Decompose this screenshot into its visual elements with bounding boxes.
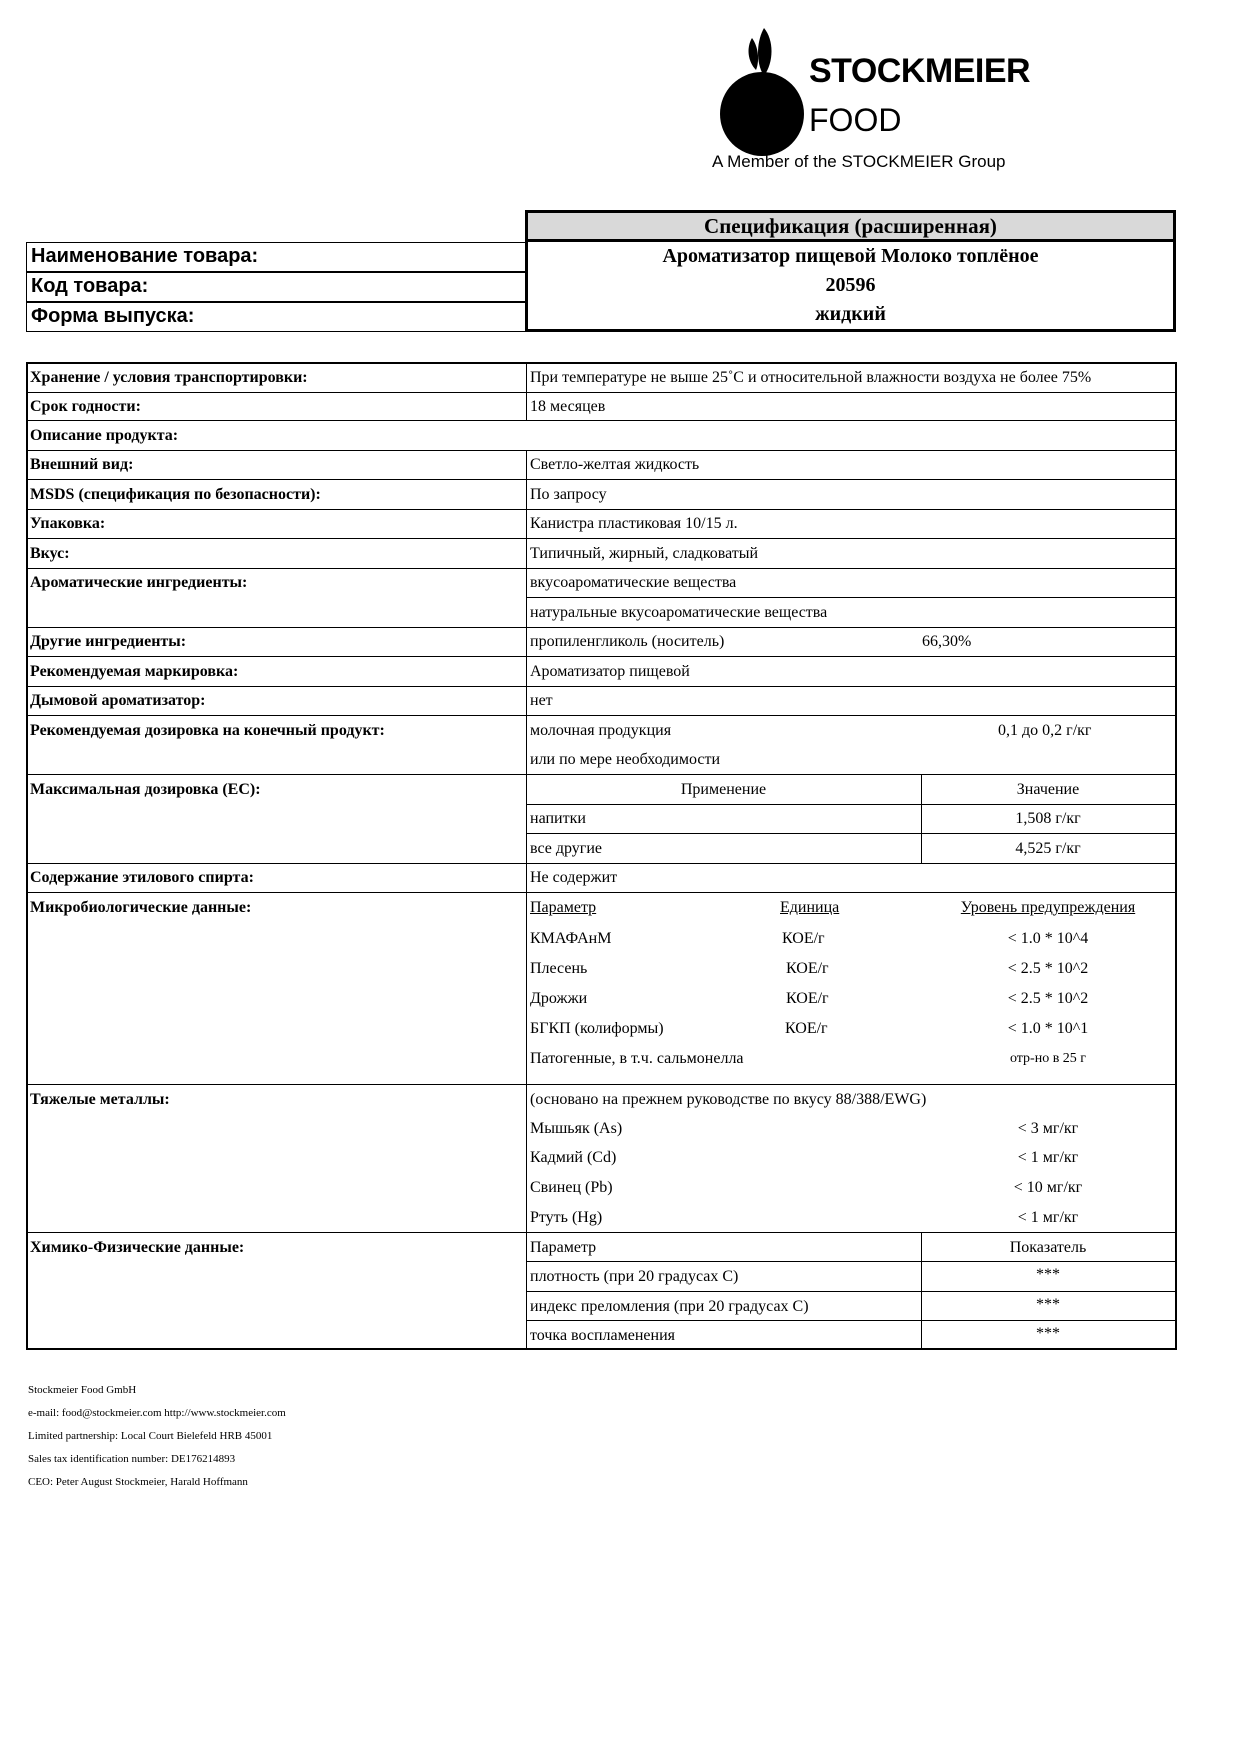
chem-row-1-value: ***	[1036, 1266, 1060, 1283]
header-values-box	[525, 242, 1176, 332]
micro-row-1-unit: КОЕ/г	[782, 930, 825, 947]
aroma-label: Ароматические ингредиенты:	[30, 574, 248, 591]
metals-row-3-name: Свинец (Pb)	[530, 1179, 613, 1196]
product-name-label: Наименование товара:	[26, 242, 525, 272]
taste-value: Типичный, жирный, сладковатый	[530, 545, 759, 562]
chem-row-1-param: плотность (при 20 градусах С)	[530, 1268, 739, 1285]
max-dosage-row-2-value: 4,525 г/кг	[1015, 840, 1081, 857]
micro-row-1-level: < 1.0 * 10^4	[1007, 930, 1089, 947]
max-dosage-header-application: Применение	[680, 781, 767, 798]
other-ingredients-percent: 66,30%	[922, 633, 972, 650]
description-label: Описание продукта:	[30, 427, 179, 444]
ethanol-label: Содержание этилового спирта:	[30, 869, 254, 886]
micro-row-2-level: < 2.5 * 10^2	[1007, 960, 1089, 977]
company-logo	[712, 24, 1052, 184]
logo-member-line: A Member of the STOCKMEIER Group	[712, 152, 1006, 171]
chem-row-3-value: ***	[1036, 1325, 1060, 1342]
marking-value: Ароматизатор пищевой	[530, 663, 690, 680]
micro-row-3-param: Дрожжи	[530, 990, 588, 1007]
chem-label: Химико-Физические данные:	[30, 1239, 245, 1256]
max-dosage-row-1-value: 1,508 г/кг	[1015, 810, 1081, 827]
footer-contact: e-mail: food@stockmeier.com http://www.stockmeier.com	[28, 1407, 286, 1419]
metals-row-2-value: < 1 мг/кг	[1017, 1149, 1079, 1166]
other-ingredients-value: пропиленгликоль (носитель)	[530, 633, 725, 650]
metals-row-3-value: < 10 мг/кг	[1013, 1179, 1083, 1196]
storage-value: При температуре не выше 25˚С и относительной влажности воздуха не более 75%	[530, 369, 1092, 386]
shelf-life-value: 18 месяцев	[530, 398, 606, 415]
product-form-label: Форма выпуска:	[26, 302, 525, 332]
metals-row-4-name: Ртуть (Hg)	[530, 1209, 603, 1226]
footer-tax-id: Sales tax identification number: DE176214893	[28, 1453, 236, 1465]
packaging-value: Канистра пластиковая 10/15 л.	[530, 515, 738, 532]
micro-header-level: Уровень предупреждения	[960, 899, 1136, 916]
appearance-value: Светло-желтая жидкость	[530, 456, 700, 473]
product-name-value: Ароматизатор пищевой Молоко топлёное	[662, 245, 1039, 267]
msds-value: По запросу	[530, 486, 607, 503]
max-dosage-header-value: Значение	[1016, 781, 1080, 798]
aroma-value-1: вкусоароматические вещества	[530, 574, 737, 591]
metals-row-1-name: Мышьяк (As)	[530, 1120, 623, 1137]
chem-row-2-param: индекс преломления (при 20 градусах С)	[530, 1298, 809, 1315]
footer-ceo: CEO: Peter August Stockmeier, Harald Hoffmann	[28, 1476, 248, 1488]
dosage-label: Рекомендуемая дозировка на конечный продукт:	[30, 722, 385, 739]
smoke-label: Дымовой ароматизатор:	[30, 692, 206, 709]
max-dosage-label: Максимальная дозировка (ЕС):	[30, 781, 261, 798]
max-dosage-row-2-app: все другие	[530, 840, 603, 857]
logo-brand-line2: FOOD	[809, 102, 902, 138]
appearance-label: Внешний вид:	[30, 456, 134, 473]
footer-partnership: Limited partnership: Local Court Bielefeld HRB 45001	[28, 1430, 273, 1442]
micro-row-4-unit: КОЕ/г	[785, 1020, 828, 1037]
ethanol-value: Не содержит	[530, 869, 618, 886]
chem-header-param: Параметр	[530, 1239, 597, 1256]
logo-brand-line1: STOCKMEIER	[809, 52, 1031, 90]
taste-label: Вкус:	[30, 545, 70, 562]
shelf-life-label: Срок годности:	[30, 398, 141, 415]
micro-row-2-param: Плесень	[530, 960, 588, 977]
metals-note: (основано на прежнем руководстве по вкусу 88/388/EWG)	[530, 1091, 927, 1108]
footer-company: Stockmeier Food GmbH	[28, 1384, 137, 1396]
chem-row-3-param: точка воспламенения	[530, 1327, 676, 1344]
micro-header-unit: Единица	[780, 899, 840, 916]
micro-row-3-level: < 2.5 * 10^2	[1007, 990, 1089, 1007]
micro-row-4-param: БГКП (колиформы)	[530, 1020, 664, 1037]
dosage-amount: 0,1 до 0,2 г/кг	[998, 722, 1092, 739]
max-dosage-row-1-app: напитки	[530, 810, 586, 827]
micro-label: Микробиологические данные:	[30, 899, 252, 916]
other-ingredients-label: Другие ингредиенты:	[30, 633, 187, 650]
product-form-value: жидкий	[815, 303, 886, 325]
stockmeier-drop-icon	[712, 24, 812, 159]
chem-header-value: Показатель	[1009, 1239, 1087, 1256]
metals-label: Тяжелые металлы:	[30, 1091, 170, 1108]
micro-row-4-level: < 1.0 * 10^1	[1007, 1020, 1089, 1037]
chem-row-2-value: ***	[1036, 1296, 1060, 1313]
marking-label: Рекомендуемая маркировка:	[30, 663, 239, 680]
micro-row-2-unit: КОЕ/г	[786, 960, 829, 977]
msds-label: MSDS (спецификация по безопасности):	[30, 486, 321, 503]
product-code-label: Код товара:	[26, 272, 525, 302]
smoke-value: нет	[530, 692, 553, 709]
micro-row-5-param: Патогенные, в т.ч. сальмонелла	[530, 1050, 744, 1067]
product-code-value: 20596	[825, 274, 876, 296]
micro-row-1-param: КМАФАнМ	[530, 930, 612, 947]
dosage-note: или по мере необходимости	[530, 751, 721, 768]
micro-row-5-level: отр-но в 25 г	[1009, 1051, 1087, 1066]
micro-row-3-unit: КОЕ/г	[786, 990, 829, 1007]
metals-row-4-value: < 1 мг/кг	[1017, 1209, 1079, 1226]
micro-header-param: Параметр	[530, 899, 597, 916]
spec-table	[26, 362, 1177, 1350]
metals-row-2-name: Кадмий (Cd)	[530, 1149, 617, 1166]
spec-title: Спецификация (расширенная)	[525, 210, 1176, 242]
aroma-value-2: натуральные вкусоароматические вещества	[530, 604, 828, 621]
dosage-product: молочная продукция	[530, 722, 672, 739]
packaging-label: Упаковка:	[30, 515, 106, 532]
storage-label: Хранение / условия транспортировки:	[30, 369, 308, 386]
metals-row-1-value: < 3 мг/кг	[1017, 1120, 1079, 1137]
